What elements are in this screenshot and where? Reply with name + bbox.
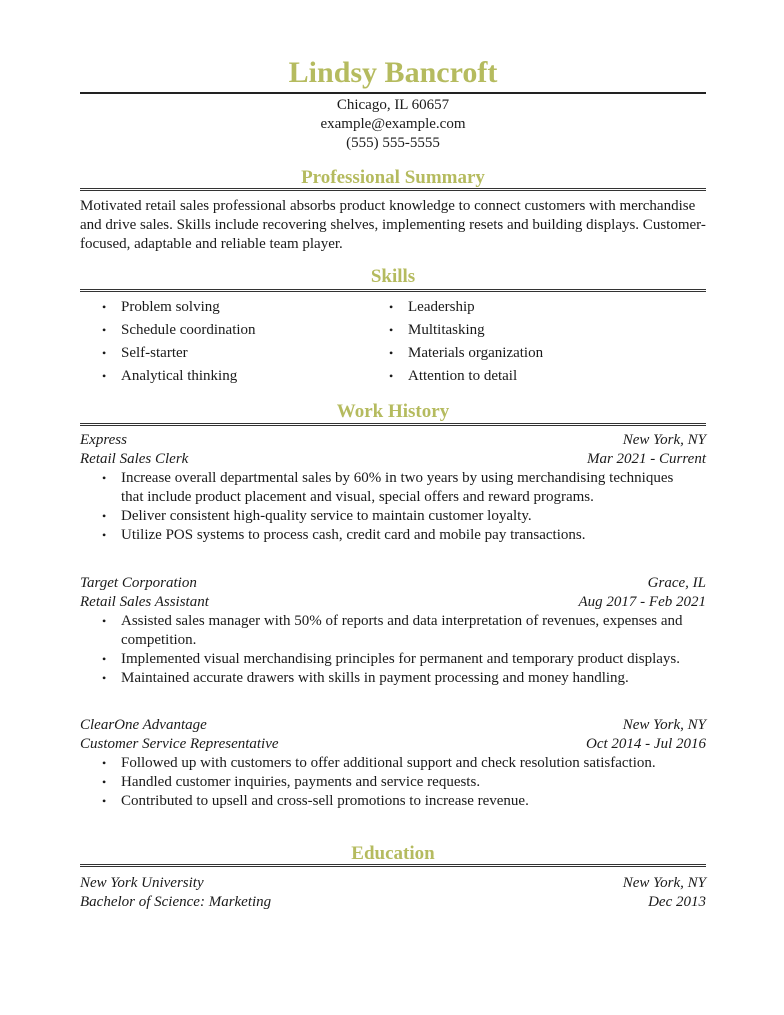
bullet-icon: • xyxy=(102,794,107,808)
job-bullets xyxy=(80,612,706,688)
list-item-text: Problem solving xyxy=(121,299,220,315)
company: Express xyxy=(80,432,127,448)
job-title: Retail Sales Assistant xyxy=(80,594,209,610)
list-item xyxy=(80,773,706,792)
list-item-text: Multitasking xyxy=(408,322,485,338)
bullet-icon: • xyxy=(102,775,107,789)
section-title-summary: Professional Summary xyxy=(301,167,485,188)
bullet-icon: • xyxy=(389,346,394,360)
bullet-icon: • xyxy=(102,652,107,666)
list-item xyxy=(367,319,654,342)
list-item xyxy=(367,342,654,365)
section-divider xyxy=(80,188,706,191)
bullet-icon: • xyxy=(102,509,107,523)
contact-info xyxy=(80,96,706,153)
bullet-icon: • xyxy=(389,369,394,383)
section-divider xyxy=(80,289,706,292)
degree: Bachelor of Science: Marketing xyxy=(80,894,272,910)
list-item-text: Increase overall departmental sales by 60% in two years by using merchandising techniques that include product placement and visual, special offers and reward programs. xyxy=(121,470,674,505)
list-item xyxy=(80,792,706,811)
bullet-icon: • xyxy=(102,614,107,628)
bullet-icon: • xyxy=(389,323,394,337)
list-item xyxy=(80,365,367,388)
job-entry xyxy=(80,716,706,811)
section-divider xyxy=(80,864,706,867)
job-dates: Aug 2017 - Feb 2021 xyxy=(578,594,706,610)
list-item-text: Leadership xyxy=(408,299,475,315)
bullet-icon: • xyxy=(102,756,107,770)
job-dates: Mar 2021 - Current xyxy=(586,451,706,467)
list-item-text: Assisted sales manager with 50% of reports and data interpretation of revenues, expenses and competition. xyxy=(121,613,683,648)
job-bullets xyxy=(80,754,706,811)
phone: (555) 555-5555 xyxy=(346,135,440,151)
job-location: New York, NY xyxy=(622,717,706,733)
list-item xyxy=(367,365,654,388)
list-item xyxy=(80,612,706,650)
address: Chicago, IL 60657 xyxy=(336,97,450,113)
job-location: New York, NY xyxy=(622,432,706,448)
list-item-text: Schedule coordination xyxy=(121,322,256,338)
email: example@example.com xyxy=(320,116,466,132)
summary-text: Motivated retail sales professional absorbs product knowledge to connect customers with merchandise and drive sales. Skills include recovering shelves, implementing resets and building displays. Customer-focused, adaptable and reliable team player. xyxy=(80,198,706,252)
skills-list xyxy=(80,296,706,388)
list-item xyxy=(80,650,706,669)
job-dates: Oct 2014 - Jul 2016 xyxy=(586,736,706,752)
skills-column-right xyxy=(367,296,654,388)
skills-column-left xyxy=(80,296,367,388)
list-item xyxy=(80,296,367,319)
list-item-text: Utilize POS systems to process cash, credit card and mobile pay transactions. xyxy=(121,527,586,543)
company: Target Corporation xyxy=(80,575,197,591)
section-title-skills: Skills xyxy=(370,266,416,287)
bullet-icon: • xyxy=(102,346,107,360)
list-item xyxy=(367,296,654,319)
candidate-name: Lindsy Bancroft xyxy=(288,56,498,89)
job-entry xyxy=(80,574,706,688)
bullet-icon: • xyxy=(102,528,107,542)
list-item xyxy=(80,319,367,342)
list-item-text: Attention to detail xyxy=(408,368,518,384)
bullet-icon: • xyxy=(102,369,107,383)
list-item xyxy=(80,469,706,507)
school-location: New York, NY xyxy=(622,875,706,891)
bullet-icon: • xyxy=(389,300,394,314)
list-item-text: Handled customer inquiries, payments and service requests. xyxy=(121,774,481,790)
section-title-work-history: Work History xyxy=(336,401,450,422)
list-item-text: Maintained accurate drawers with skills in payment processing and money handling. xyxy=(121,670,629,686)
education-entry xyxy=(80,874,706,912)
header-divider xyxy=(80,92,706,94)
list-item-text: Contributed to upsell and cross-sell promotions to increase revenue. xyxy=(121,793,529,809)
company: ClearOne Advantage xyxy=(80,717,207,733)
bullet-icon: • xyxy=(102,671,107,685)
list-item-text: Implemented visual merchandising principles for permanent and temporary product displays. xyxy=(121,651,681,667)
list-item xyxy=(80,526,706,545)
bullet-icon: • xyxy=(102,471,107,485)
list-item-text: Followed up with customers to offer additional support and check resolution satisfaction. xyxy=(121,755,656,771)
bullet-icon: • xyxy=(102,300,107,314)
section-divider xyxy=(80,423,706,426)
list-item-text: Analytical thinking xyxy=(121,368,238,384)
list-item xyxy=(80,754,706,773)
list-item xyxy=(80,669,706,688)
list-item-text: Deliver consistent high-quality service to maintain customer loyalty. xyxy=(121,508,532,524)
school: New York University xyxy=(80,875,204,891)
list-item xyxy=(80,507,706,526)
list-item-text: Materials organization xyxy=(408,345,544,361)
job-title: Customer Service Representative xyxy=(80,736,279,752)
section-title-education: Education xyxy=(351,843,435,864)
job-entry xyxy=(80,431,706,545)
graduation-date: Dec 2013 xyxy=(648,894,706,910)
job-title: Retail Sales Clerk xyxy=(80,451,189,467)
job-bullets xyxy=(80,469,706,545)
list-item-text: Self-starter xyxy=(121,345,188,361)
list-item xyxy=(80,342,367,365)
bullet-icon: • xyxy=(102,323,107,337)
job-location: Grace, IL xyxy=(647,575,706,591)
